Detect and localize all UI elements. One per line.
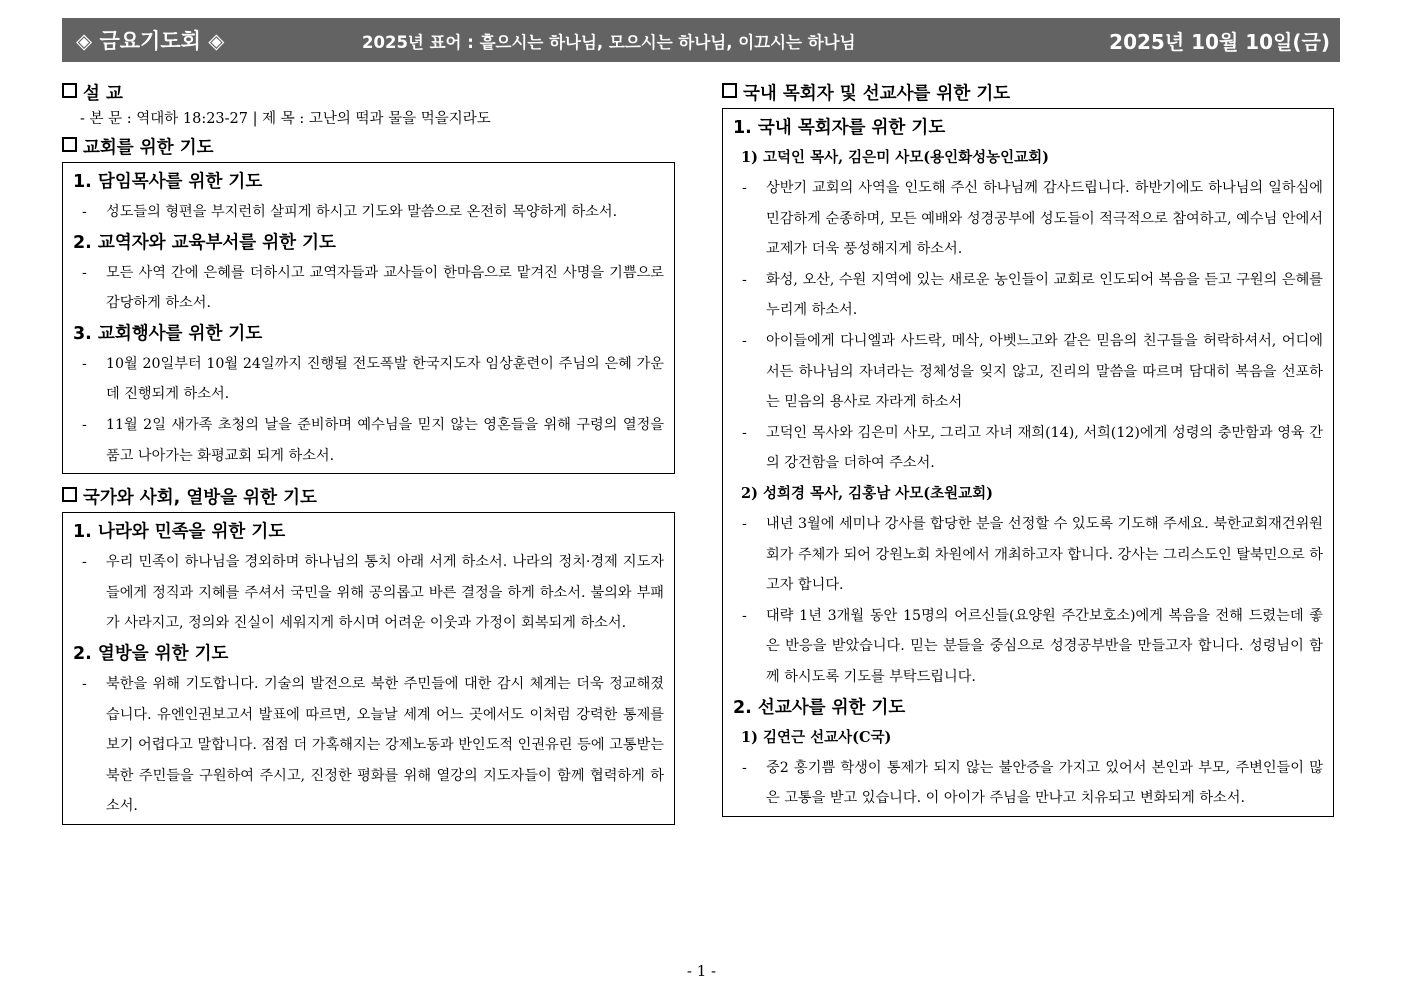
prayer-bullet: - 고덕인 목사와 김은미 사모, 그리고 자녀 재희(14), 서희(12)에게 성령의 충만함과 영육 간의 강건함을 더하여 주소서. — [742, 424, 1323, 472]
missionary-name: 1) 김연근 선교사(C국) — [741, 728, 892, 746]
prayer-bullet: - 아이들에게 다니엘과 사드락, 메삭, 아벳느고와 같은 믿음의 친구들을 허락하셔서, 어디에서든 하나님의 자녀라는 정체성을 잊지 않고, 진리의 말씀을 따르며 담대히 복음을 선포하는 믿음의 용사로 자라게 하소서 — [742, 332, 1323, 411]
pastor-name: 1) 고덕인 목사, 김은미 사모(용인화성농인교회) — [741, 149, 1050, 166]
prayer-bullet: - 10월 20일부터 10월 24일까지 진행될 전도폭발 한국지도자 임상훈련이 주님의 은혜 가운데 진행되게 하소서. — [82, 355, 664, 403]
prayer-bullet: - 화성, 오산, 수원 지역에 있는 새로운 농인들이 교회로 인도되어 복음을 듣고 구원의 은혜를 누리게 하소서. — [742, 271, 1323, 319]
checkbox-square-icon — [62, 487, 77, 502]
missionary-prayer-heading: 국내 목회자 및 선교사를 위한 기도 — [722, 80, 1334, 108]
nation-prayer-heading: 국가와 사회, 열방을 위한 기도 — [62, 484, 675, 512]
prayer-bullet: - 중2 홍기쁨 학생이 통제가 되지 않는 불안증을 가지고 있어서 본인과 부모, 주변인들이 많은 고통을 받고 있습니다. 이 아이가 주님을 만나고 치유되고 변화되게 하소서. — [742, 759, 1323, 807]
church-prayer-panel — [62, 162, 675, 474]
prayer-bullet: - 모든 사역 간에 은혜를 더하시고 교역자들과 교사들이 한마음으로 맡겨진 사명을 기쁨으로 감당하게 하소서. — [82, 264, 664, 312]
missionary-prayer-panel — [722, 108, 1334, 817]
prayer-bullet: - 성도들의 형편을 부지런히 살피게 하시고 기도와 말씀으로 온전히 목양하게 하소서. — [82, 204, 618, 220]
page-number: - 1 - — [686, 962, 717, 980]
prayer-item-title: 2. 열방을 위한 기도 — [73, 643, 229, 664]
yearly-motto: 2025년 표어 : 흩으시는 하나님, 모으시는 하나님, 이끄시는 하나님 — [362, 33, 856, 52]
checkbox-square-icon — [62, 83, 77, 98]
page-title: ◈ 금요기도회 ◈ — [76, 29, 225, 53]
prayer-bullet: - 대략 1년 3개월 동안 15명의 어르신들(요양원 주간보호소)에게 복음을 전해 드렸는데 좋은 반응을 받았습니다. 믿는 분들을 중심으로 성경공부반을 만들고자 합니다. 성령님이 함께 하시도록 기도를 부탁드립니다. — [742, 607, 1323, 685]
prayer-item-title: 1. 담임목사를 위한 기도 — [73, 172, 263, 192]
prayer-bullet: - 내년 3월에 세미나 강사를 합당한 분을 선정할 수 있도록 기도해 주세요. 북한교회재건위원회가 주체가 되어 강원노회 차원에서 개최하고자 합니다. 강사는 그리스도인 탈북민으로 하고자 합니다. — [742, 515, 1323, 594]
prayer-item-title: 3. 교회행사를 위한 기도 — [73, 323, 263, 344]
church-prayer-heading: 교회를 위한 기도 — [62, 134, 675, 162]
service-date: 2025년 10월 10일(금) — [1109, 30, 1330, 54]
prayer-bullet: - 상반기 교회의 사역을 인도해 주신 하나님께 감사드립니다. 하반기에도 하나님의 일하심에 민감하게 순종하며, 모든 예배와 성경공부에 성도들이 적극적으로 참여하고, 예수님 안에서 교제가 더욱 풍성해지게 하소서. — [742, 180, 1323, 258]
sermon-heading: 설 교 — [62, 80, 675, 108]
nation-prayer-panel — [62, 512, 675, 825]
left-column — [62, 80, 675, 825]
prayer-bullet: - 우리 민족이 하나님을 경외하며 하나님의 통치 아래 서게 하소서. 나라의 정치·경제 지도자들에게 정직과 지혜를 주셔서 국민을 위해 공의롭고 바른 결정을 하게 하소서. 불의와 부패가 사라지고, 정의와 진실이 세워지게 하시며 어려운 이웃과 가정이 회복되게 하소서. — [82, 554, 664, 632]
prayer-item-title: 1. 나라와 민족을 위한 기도 — [73, 522, 286, 543]
prayer-bullet: - 북한을 위해 기도합니다. 기술의 발전으로 북한 주민들에 대한 감시 체계는 더욱 정교해졌습니다. 유엔인권보고서 발표에 따르면, 오늘날 세계 어느 곳에서도 이처럼 강력한 통제를 보기 어렵다고 말합니다. 점점 더 가혹해지는 강제노동과 반인도적 인권유린 등에 고통받는 북한 주민들을 구원하여 주시고, 진정한 평화를 위해 열강의 지도자들이 함께 협력하게 하소서. — [82, 675, 664, 815]
checkbox-square-icon — [62, 137, 77, 152]
right-column — [722, 80, 1334, 817]
prayer-item-title: 2. 교역자와 교육부서를 위한 기도 — [73, 232, 336, 253]
prayer-bullet: - 11월 2일 새가족 초청의 날을 준비하며 예수님을 믿지 않는 영혼들을 위해 구령의 열정을 품고 나아가는 화평교회 되게 하소서. — [82, 416, 664, 464]
pastor-name: 2) 성희경 목사, 김홍남 사모(초원교회) — [741, 484, 994, 502]
header-bar — [62, 18, 1340, 62]
checkbox-square-icon — [722, 83, 737, 98]
prayer-item-title: 2. 선교사를 위한 기도 — [733, 697, 906, 718]
prayer-item-title: 1. 국내 목회자를 위한 기도 — [733, 118, 946, 138]
sermon-info: - 본 문 : 역대하 18:23-27 | 제 목 : 고난의 떡과 물을 먹을지라도 — [80, 111, 491, 127]
